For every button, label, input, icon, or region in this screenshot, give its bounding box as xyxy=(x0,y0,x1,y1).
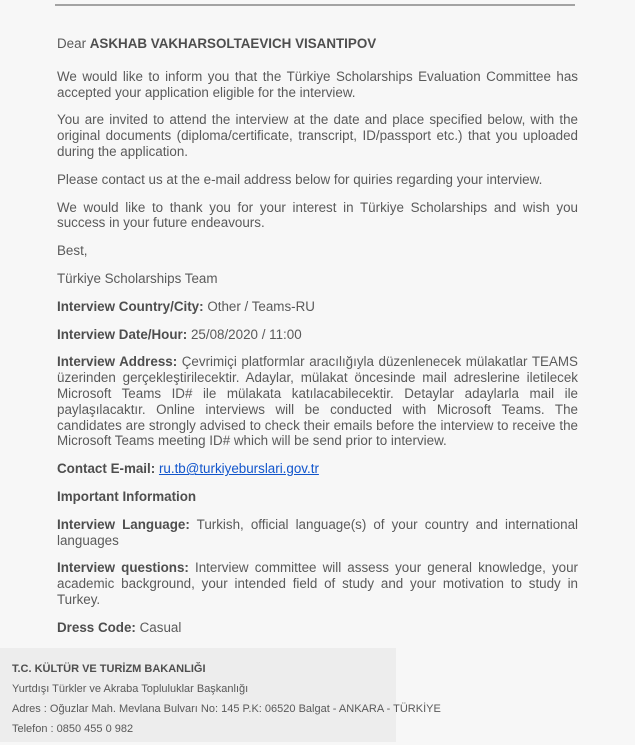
field-interview-country xyxy=(57,299,578,315)
email-body xyxy=(57,36,578,648)
field-interview-address xyxy=(57,354,578,449)
field-interview-country-value: Other / Teams-RU xyxy=(207,298,315,314)
field-interview-datetime xyxy=(57,327,578,343)
footer-address: Adres : Oğuzlar Mah. Mevlana Bulvarı No: 145 P.K: 06520 Balgat - ANKARA - TÜRKİYE xyxy=(12,703,441,715)
field-contact-email xyxy=(57,461,578,477)
contact-email-link[interactable]: ru.tb@turkiyeburslari.gov.tr xyxy=(158,461,319,477)
field-interview-language-value: Turkish, official language(s) of your country and international languages xyxy=(57,516,579,548)
field-interview-address-label: Interview Address: xyxy=(57,354,178,370)
field-contact-email-label: Contact E-mail: xyxy=(57,461,156,477)
footer-ministry-title: T.C. KÜLTÜR VE TURİZM BAKANLIĞI xyxy=(12,663,206,675)
field-interview-address-value: Çevrimiçi platformlar aracılığıyla düzenlenecek mülakatlar TEAMS üzerinden gerçekleştirilecektir. Adaylar, mülakat öncesinde mail adreslerine iletilecek Microsoft Teams ID# ile mülakata katılacabilecektir. Detaylar adaylarla mail ile paylaşılacaktır. Online interviews will be conducted with Microsoft Teams. The candidates are strongly advised to check their emails before the interview to receive the Microsoft Teams meeting ID# which will be send prior to interview. xyxy=(57,354,578,449)
paragraph-contact-note: Please contact us at the e-mail address below for quiries regarding your interview. xyxy=(57,171,543,187)
important-information-heading: Important Information xyxy=(57,488,197,504)
field-dress-code-value: Casual xyxy=(139,619,182,635)
field-interview-questions-value: Interview committee will assess your general knowledge, your academic background, your intended field of study and your motivation to study in Turkey. xyxy=(57,560,578,607)
greeting-line xyxy=(57,36,578,52)
field-interview-questions xyxy=(57,560,578,607)
field-interview-datetime-value: 25/08/2020 / 11:00 xyxy=(190,326,302,342)
paragraph-invitation: You are invited to attend the interview at the date and place specified below, with the original documents (diploma/certificate, transcript, ID/passport etc.) that you uploaded during the application. xyxy=(57,112,578,159)
field-dress-code-label: Dress Code: xyxy=(57,619,136,635)
field-interview-questions-label: Interview questions: xyxy=(57,560,189,576)
footer-phone: Telefon : 0850 455 0 982 xyxy=(12,723,134,735)
field-interview-datetime-label: Interview Date/Hour: xyxy=(57,326,188,342)
footer-department: Yurtdışı Türkler ve Akraba Topluluklar Başkanlığı xyxy=(12,683,249,695)
recipient-name: ASKHAB VAKHARSOLTAEVICH VISANTIPOV xyxy=(89,36,377,51)
field-interview-language-label: Interview Language: xyxy=(57,516,190,532)
paragraph-inform: We would like to inform you that the Türkiye Scholarships Evaluation Committee has accepted your application eligible for the interview. xyxy=(57,68,578,100)
field-interview-country-label: Interview Country/City: xyxy=(57,298,204,314)
paragraph-thanks: We would like to thank you for your interest in Türkiye Scholarships and wish you success in your future endeavours. xyxy=(57,199,578,231)
field-interview-language xyxy=(57,517,578,549)
greeting-prefix: Dear xyxy=(57,36,90,51)
field-dress-code xyxy=(57,620,578,636)
signature-line: Türkiye Scholarships Team xyxy=(57,270,218,286)
closing-line: Best, xyxy=(57,243,88,259)
top-divider-rule xyxy=(55,4,575,6)
ministry-footer xyxy=(0,648,441,742)
